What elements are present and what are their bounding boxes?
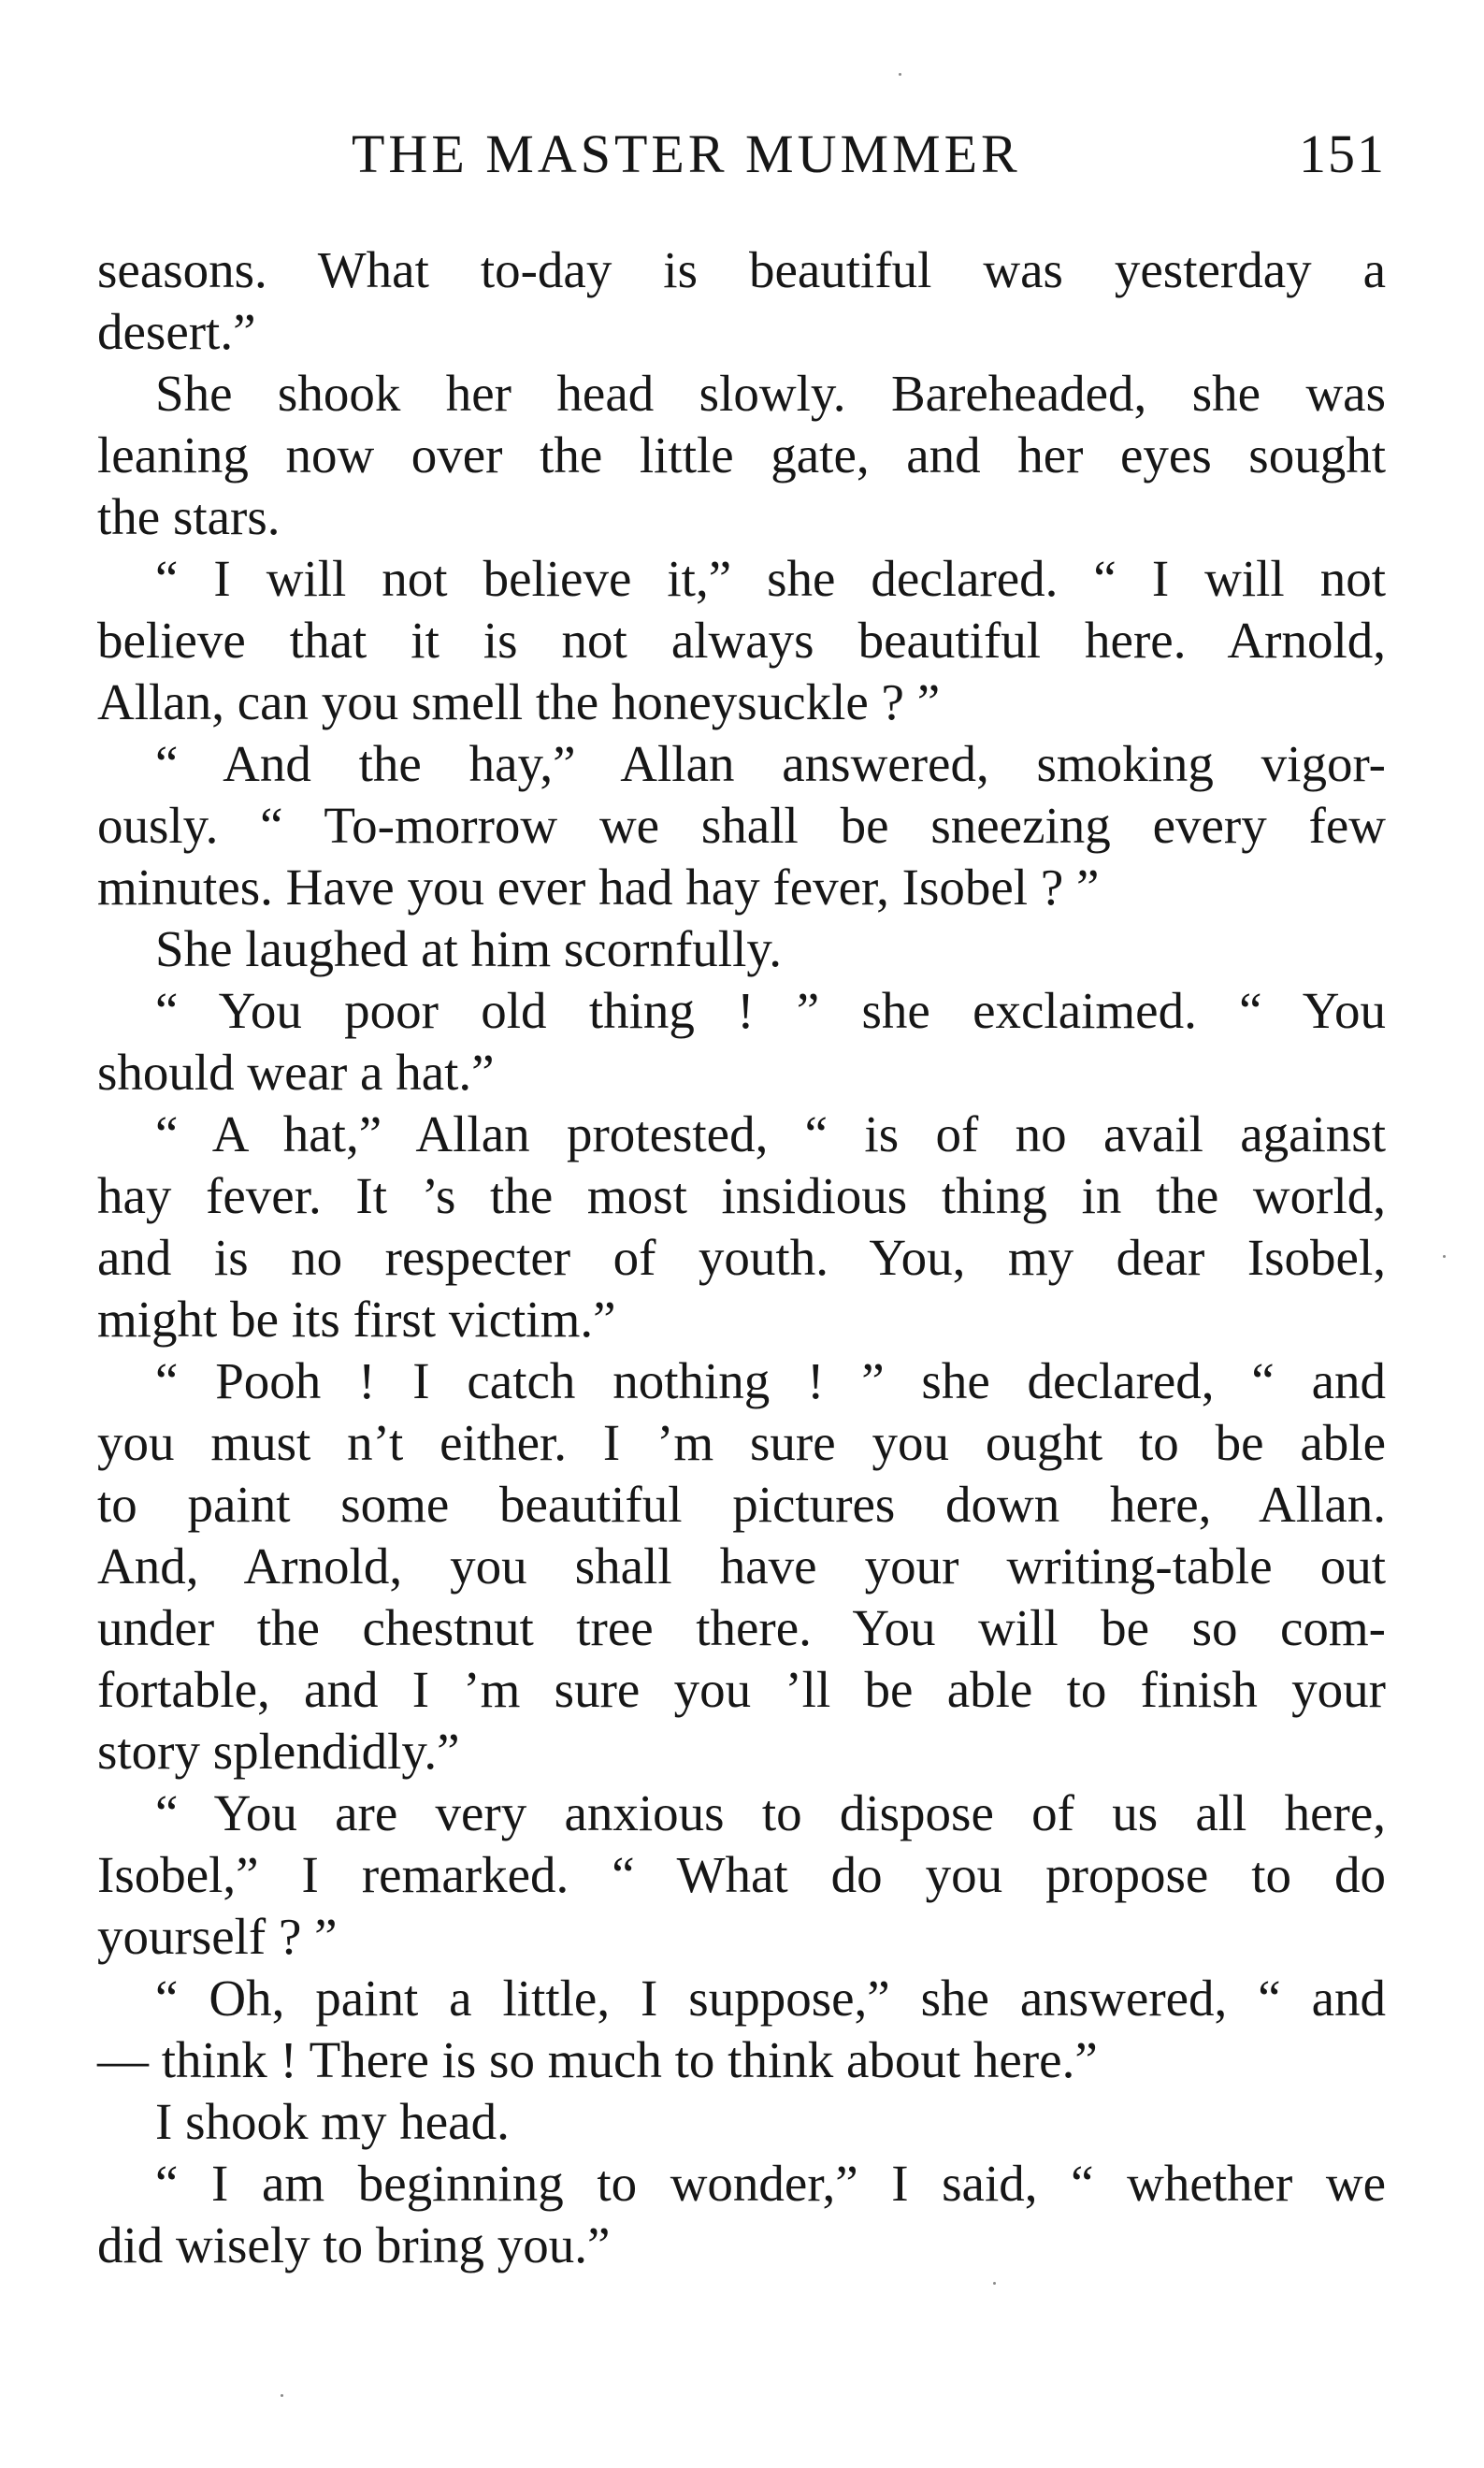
body-text <box>97 239 1386 2276</box>
text-line: did wisely to bring you.” <box>97 2216 611 2273</box>
book-page <box>97 0 1386 2468</box>
text-line: under the chestnut tree there. You will be so com- <box>97 1599 1386 1656</box>
text-line: She laughed at him scornfully. <box>155 920 783 977</box>
text-line: minutes. Have you ever had hay fever, Isobel ? ” <box>97 859 1100 916</box>
text-line: And, Arnold, you shall have your writing-table out <box>97 1537 1386 1595</box>
text-line: “ You poor old thing ! ” she exclaimed. “ You <box>155 982 1386 1039</box>
text-line: Allan, can you smell the honeysuckle ? ” <box>97 673 941 730</box>
text-line: you must n’t either. I ’m sure you ought to be able <box>97 1414 1386 1471</box>
text-line: yourself ? ” <box>97 1908 338 1965</box>
text-line: “ Pooh ! I catch nothing ! ” she declared, “ and <box>155 1352 1386 1409</box>
text-line: “ You are very anxious to dispose of us all here, <box>155 1784 1386 1841</box>
text-line: story splendidly.” <box>97 1723 460 1780</box>
text-line: should wear a hat.” <box>97 1044 495 1101</box>
text-line: “ And the hay,” Allan answered, smoking vigor- <box>155 735 1386 792</box>
text-line: hay fever. It ’s the most insidious thing in the world, <box>97 1167 1386 1224</box>
running-head <box>97 122 1386 187</box>
text-line: believe that it is not always beautiful here. Arnold, <box>97 612 1386 669</box>
text-line: “ I will not believe it,” she declared. “ I will not <box>155 550 1386 607</box>
text-line: fortable, and I ’m sure you ’ll be able to finish your <box>97 1661 1386 1718</box>
text-line: desert.” <box>97 303 256 360</box>
text-line: I shook my head. <box>155 2093 510 2150</box>
text-line: ously. “ To-morrow we shall be sneezing every few <box>97 797 1386 854</box>
text-line: leaning now over the little gate, and her eyes sought <box>97 426 1386 483</box>
text-line: “ A hat,” Allan protested, “ is of no avail against <box>155 1105 1386 1162</box>
running-title: THE MASTER MUMMER <box>352 123 1021 184</box>
text-line: Isobel,” I remarked. “ What do you propose to do <box>97 1846 1386 1903</box>
text-line: and is no respecter of youth. You, my dear Isobel, <box>97 1229 1386 1286</box>
scan-speck <box>1443 1255 1446 1258</box>
scan-speck <box>281 2394 283 2397</box>
scan-speck <box>993 2282 996 2285</box>
text-line: “ Oh, paint a little, I suppose,” she answered, “ and <box>155 1970 1386 2027</box>
text-line: She shook her head slowly. Bareheaded, she was <box>155 365 1386 422</box>
text-line: “ I am beginning to wonder,” I said, “ whether we <box>155 2155 1386 2212</box>
text-line: — think ! There is so much to think about here.” <box>97 2031 1098 2088</box>
scan-speck <box>899 73 901 76</box>
text-line: the stars. <box>97 488 281 545</box>
text-line: might be its first victim.” <box>97 1291 616 1348</box>
text-line: to paint some beautiful pictures down here, Allan. <box>97 1476 1386 1533</box>
page-number: 151 <box>1299 123 1386 184</box>
text-line: seasons. What to-day is beautiful was yesterday a <box>97 241 1386 298</box>
